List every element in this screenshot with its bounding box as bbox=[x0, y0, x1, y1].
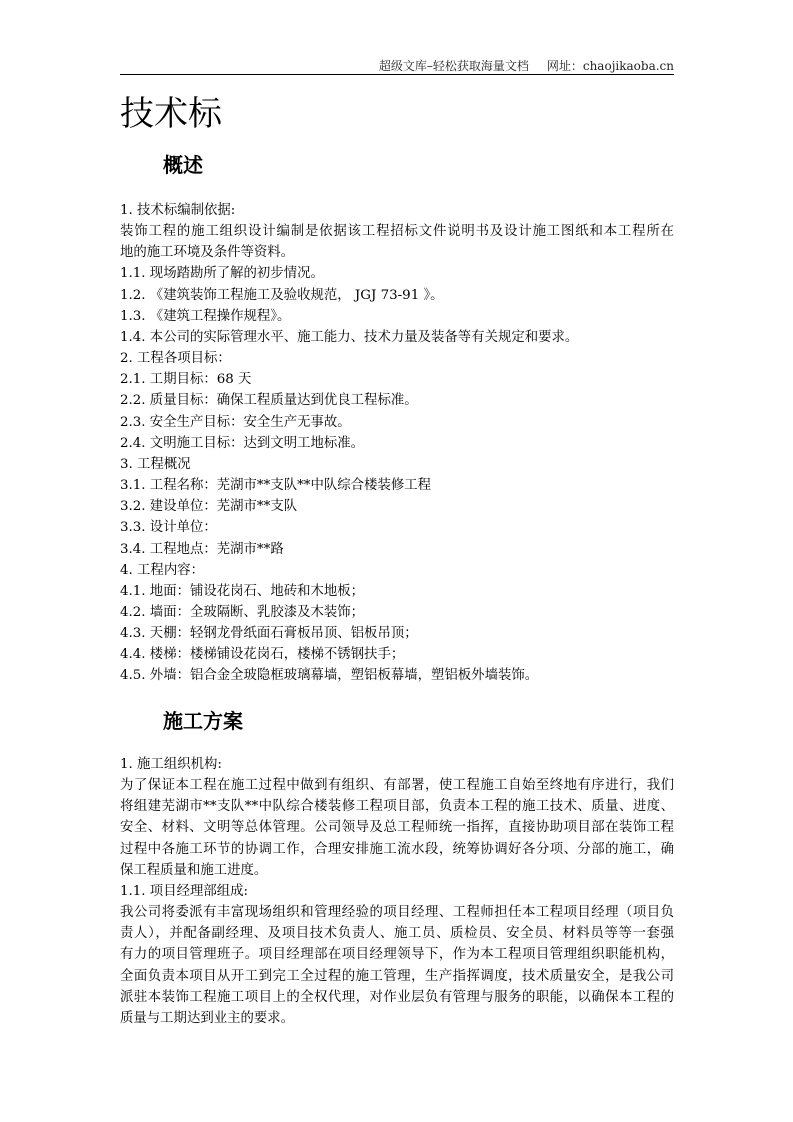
text-line: 装饰工程的施工组织设计编制是依据该工程招标文件说明书及设计施工图纸和本工程所在 bbox=[120, 224, 674, 240]
text-line: 1.2. 《建筑装饰工程施工及验收规范， JGJ 73-91 》。 bbox=[120, 287, 444, 303]
text-line: 1.4. 本公司的实际管理水平、施工能力、技术力量及装备等有关规定和要求。 bbox=[120, 329, 579, 345]
text-line: 安全、材料、文明等总体管理。公司领导及总工程师统一指挥，直接协助项目部在装饰工程 bbox=[120, 820, 674, 836]
text-line: 4.3. 天棚：轻钢龙骨纸面石膏板吊顶、铝板吊顶； bbox=[120, 626, 418, 642]
text-line: 1.1. 项目经理部组成: bbox=[120, 883, 249, 899]
text-line: 为了保证本工程在施工过程中做到有组织、有部署，使工程施工自始至终地有序进行，我们 bbox=[120, 778, 674, 794]
header-url: 网址：chaojikaoba.cn bbox=[546, 59, 674, 73]
text-line: 2.3. 安全生产目标：安全生产无事故。 bbox=[120, 414, 351, 430]
text-line: 4.2. 墙面：全玻隔断、乳胶漆及木装饰； bbox=[120, 604, 365, 620]
text-line: 3.1. 工程名称：芜湖市**支队**中队综合楼装修工程 bbox=[120, 478, 432, 494]
text-line: 3.4. 工程地点：芜湖市**路 bbox=[120, 541, 284, 557]
section-heading-overview: 概述 bbox=[163, 153, 203, 177]
text-line: 4. 工程内容： bbox=[120, 562, 204, 578]
text-line: 1. 施工组织机构: bbox=[120, 757, 222, 772]
text-line: 4.5. 外墙：铝合金全玻隐框玻璃幕墙，塑铝板幕墙，塑铝板外墙装饰。 bbox=[120, 668, 539, 684]
text-line: 全面负责本项目从开工到完工全过程的施工管理，生产指挥调度，技术质量安全，是我公司 bbox=[120, 968, 674, 984]
section-overview-body bbox=[120, 200, 674, 687]
text-line: 有力的项目管理班子。项目经理部在项目经理领导下，作为本工程项目管理组织职能机构， bbox=[120, 947, 674, 963]
section-heading-construction-plan: 施工方案 bbox=[163, 709, 243, 733]
text-line: 1.3. 《建筑工程操作规程》。 bbox=[120, 308, 291, 324]
text-line: 4.1. 地面：铺设花岗石、地砖和木地板； bbox=[120, 583, 365, 599]
text-line: 4.4. 楼梯：楼梯铺设花岗石，楼梯不锈钢扶手； bbox=[120, 647, 405, 663]
text-line: 3.2. 建设单位：芜湖市**支队 bbox=[120, 499, 298, 515]
text-line: 我公司将委派有丰富现场组织和管理经验的项目经理、工程师担任本工程项目经理（项目负 bbox=[120, 905, 674, 921]
text-line: 2.1. 工期目标：68 天 bbox=[120, 372, 252, 388]
text-line: 将组建芜湖市**支队**中队综合楼装修工程项目部，负责本工程的施工技术、质量、进度、 bbox=[120, 799, 674, 815]
header-rule bbox=[120, 74, 674, 75]
text-line: 过程中各施工环节的协调工作，合理安排施工流水段，统筹协调好各分项、分部的施工，确 bbox=[120, 841, 674, 857]
text-line: 责人），并配备副经理、及项目技术负责人、施工员、质检员、安全员、材料员等等一套强 bbox=[120, 926, 674, 942]
document-title: 技术标 bbox=[120, 94, 222, 134]
header-site-name: 超级文库–轻松获取海量文档 bbox=[378, 59, 529, 73]
text-line: 2. 工程各项目标： bbox=[120, 351, 231, 367]
text-line: 2.2. 质量目标：确保工程质量达到优良工程标准。 bbox=[120, 393, 418, 409]
text-line: 1.1. 现场踏勘所了解的初步情况。 bbox=[120, 266, 324, 282]
text-line: 保工程质量和施工进度。 bbox=[120, 862, 268, 878]
page-header bbox=[120, 57, 674, 75]
text-line: 质量与工期达到业主的要求。 bbox=[120, 1010, 295, 1026]
text-line: 3.3. 设计单位： bbox=[120, 520, 217, 536]
text-line: 3. 工程概况 bbox=[120, 456, 191, 472]
text-line: 地的施工环境及条件等资料。 bbox=[120, 245, 295, 261]
text-line: 1. 技术标编制依据: bbox=[120, 203, 236, 218]
text-line: 2.4. 文明施工目标：达到文明工地标准。 bbox=[120, 435, 365, 451]
text-line: 派驻本装饰工程施工项目上的全权代理，对作业层负有管理与服务的职能，以确保本工程的 bbox=[120, 989, 674, 1005]
section-construction-plan-body bbox=[120, 754, 674, 1029]
